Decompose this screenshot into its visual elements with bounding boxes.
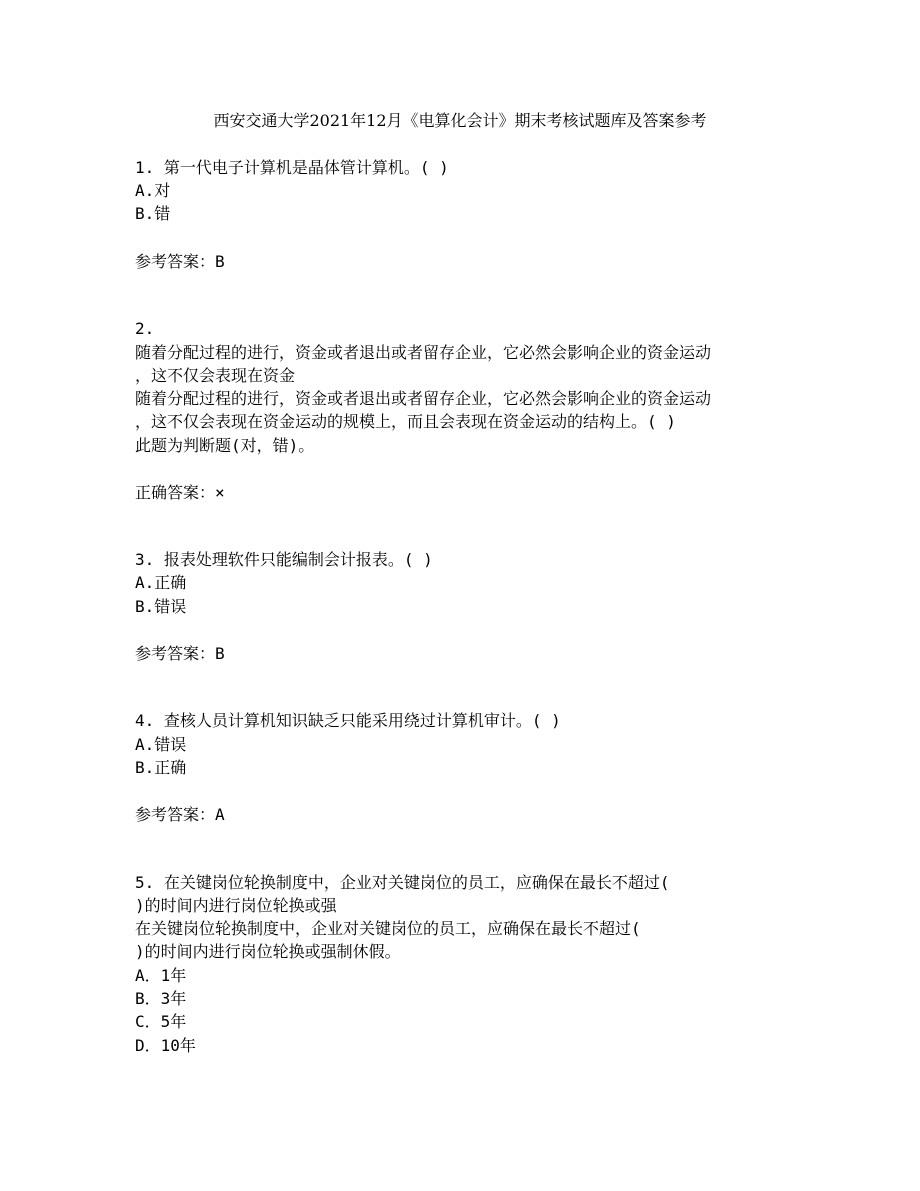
question-text: 3. 报表处理软件只能编制会计报表。( ) [135,550,433,569]
question-text: 5. 在关键岗位轮换制度中，企业对关键岗位的员工，应确保在最长不超过( [135,873,670,892]
question-text: ，这不仅会表现在资金 [135,366,296,385]
option-a: A.正确 [135,573,187,592]
option-c: C．5年 [135,1012,187,1031]
option-b: B．3年 [135,989,187,1008]
question-text: )的时间内进行岗位轮换或强制休假。 [135,942,401,961]
option-b: B.错误 [135,597,187,616]
question-note: 此题为判断题(对，错)。 [135,436,315,455]
option-b: B.正确 [135,758,187,777]
option-a: A.错误 [135,735,187,754]
question-text: )的时间内进行岗位轮换或强 [135,896,337,915]
answer-text: 正确答案：× [135,483,225,502]
option-b: B.错 [135,204,171,223]
answer-text: 参考答案：B [135,252,225,271]
option-d: D．10年 [135,1036,196,1055]
option-a: A．1年 [135,966,187,985]
question-text: 在关键岗位轮换制度中，企业对关键岗位的员工，应确保在最长不超过( [135,919,641,938]
answer-text: 参考答案：A [135,805,225,824]
question-text: 4. 查核人员计算机知识缺乏只能采用绕过计算机审计。( ) [135,711,561,730]
question-number: 2. [135,319,155,338]
document-title: 西安交通大学2021年12月《电算化会计》期末考核试题库及答案参考 [213,111,707,130]
option-a: A.对 [135,181,171,200]
answer-text: 参考答案：B [135,644,225,663]
question-text: 1. 第一代电子计算机是晶体管计算机。( ) [135,158,449,177]
question-text: 随着分配过程的进行，资金或者退出或者留存企业，它必然会影响企业的资金运动 [135,343,712,362]
question-text: ，这不仅会表现在资金运动的规模上，而且会表现在资金运动的结构上。( ) [135,412,676,431]
question-text: 随着分配过程的进行，资金或者退出或者留存企业，它必然会影响企业的资金运动 [135,389,712,408]
